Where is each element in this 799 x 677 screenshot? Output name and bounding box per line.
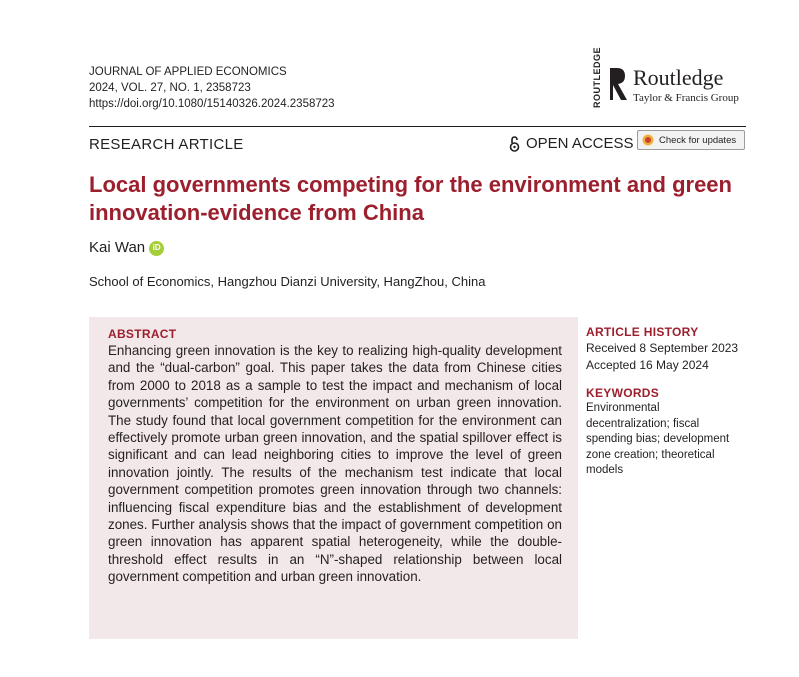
check-updates-button[interactable] (637, 130, 745, 150)
publisher-group: Taylor & Francis Group (633, 92, 739, 104)
affiliation: School of Economics, Hangzhou Dianzi University, HangZhou, China (89, 274, 486, 289)
abstract-box (89, 317, 578, 639)
article-type: RESEARCH ARTICLE (89, 136, 244, 153)
open-access-label: OPEN ACCESS (526, 135, 634, 152)
check-updates-label: Check for updates (659, 134, 737, 146)
orcid-icon[interactable]: iD (149, 241, 164, 256)
article-history-heading: ARTICLE HISTORY (586, 325, 699, 339)
doi-link[interactable]: https://doi.org/10.1080/15140326.2024.2358723 (89, 98, 335, 110)
routledge-logo (592, 46, 762, 110)
open-lock-icon (509, 136, 520, 152)
accepted-date: Accepted 16 May 2024 (586, 358, 709, 372)
header-divider (89, 126, 746, 127)
keywords-list: Environmental decentralization; fiscal spending bias; development zone creation; theoretical models (586, 402, 730, 476)
open-access (509, 134, 634, 154)
publisher-name: Routledge (633, 65, 724, 90)
journal-meta (89, 64, 335, 112)
received-date: Received 8 September 2023 (586, 341, 739, 355)
author (89, 238, 164, 258)
crossmark-icon (642, 134, 654, 146)
article-sidebar (586, 325, 751, 479)
author-name[interactable]: Kai Wan (89, 239, 146, 256)
journal-name: JOURNAL OF APPLIED ECONOMICS (89, 66, 287, 78)
logo-vertical-text: ROUTLEDGE (592, 46, 602, 108)
routledge-mark-icon (608, 64, 630, 104)
journal-issue: 2024, VOL. 27, NO. 1, 2358723 (89, 82, 251, 94)
article-title: Local governments competing for the environment and green innovation-evidence from China (89, 172, 732, 225)
keywords-heading: KEYWORDS (586, 386, 660, 400)
abstract-text: Enhancing green innovation is the key to realizing high-quality development and the “dual-carbon” goal. This paper takes the data from Chinese cities from 2000 to 2018 as a sample to test the impact and mechanism of local governments’ competition for the environment on urban green innovation. The study found that local government competition for the environment can effectively promote urban green innovation, and the spatial spillover effect is significant and can lead neighboring cities to improve the level of green innovation jointly. The results of the mechanism test indicate that local government competition promotes green innovation through two channels: influencing fiscal expenditure bias and the establishment of development zones. Further analysis shows that the impact of government competition on green innovation has apparent spatial heterogeneity, while the double-threshold effect results in an “N”-shaped relationship between local government competition and urban green innovation. (108, 343, 562, 585)
abstract-heading: ABSTRACT (108, 327, 177, 341)
